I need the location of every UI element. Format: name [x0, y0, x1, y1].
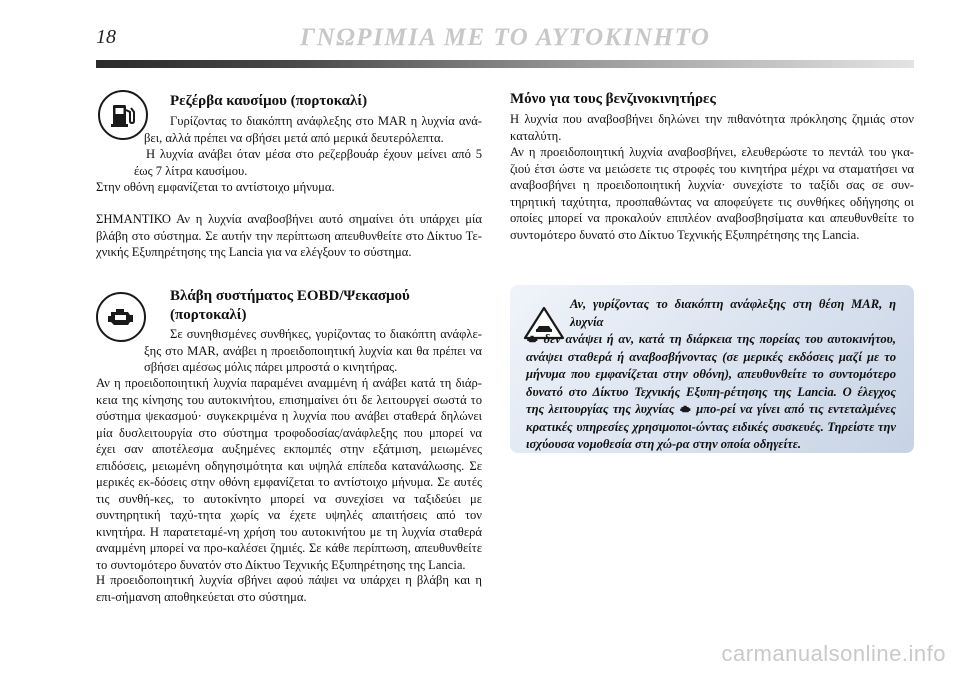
callout-text-part-2: δεν ανάψει ή αν, κατά τη διάρκεια της πορείας του αυτοκινήτου, ανάψει σταθερά ή αναβοσβήνοντας (σε μερικές εκδόσεις μαζί με το μήνυμα που εμφανίζεται στην οθόνη), απευθυνθείτε το συντομότερο δυνατό στο Δίκτυο Τεχνικής Εξυπη-ρέτησης της Lancia. Ο έλεγχος της λειτουργίας της λυχνίας [526, 332, 896, 416]
petrol-only-title: Μόνο για τους βενζινοκινητήρες [510, 91, 716, 107]
fuel-pump-icon [98, 90, 148, 140]
fuel-reserve-paragraph-1: Γυρίζοντας το διακόπτη ανάφλεξης στο MAR η λυχνία ανά-βει, αλλά πρέπει να σβήσει μετά από μερικά δευτερόλεπτα. [144, 114, 482, 145]
petrol-only-paragraph-2: Αν η προειδοποιητική λυχνία αναβοσβήνει, ελευθερώστε το πεντάλ του γκα-ζιού έτσι ώστε να μειώσετε τις στροφές του κινητήρα μέχρι να σταματήσει να αναβοσβήνει η προειδοποιητική λυχνία· συνεχίστε το ταξίδι σας σε συν-τηρητική ταχύτητα, προσπαθώντας να αποφεύγετε τις συνθήκες οδήγησης οι οποίες μπορεί να προκαλούν επιπλέον αναβοσβησίματα και απευθυνθείτε το συντομότερο δυνατό στο Δίκτυο Τεχνικής Εξυπηρέτησης της Lancia. [510, 145, 914, 242]
eobd-paragraph-3: Η προειδοποιητική λυχνία σβήνει αφού πάψει να υπάρχει η βλάβη και η επι-σήμανση αποθηκεύεται στο σύστημα. [96, 573, 482, 604]
engine-check-inline-icon [526, 334, 539, 344]
eobd-title [170, 287, 410, 325]
callout-text-part-1: Αν, γυρίζοντας το διακόπτη ανάφλεξης στη θέση MAR, η λυχνία [570, 297, 896, 329]
callout-text-part-3: μπο-ρεί να γίνει από τις εντεταλμένες κρατικές υπηρεσίες χρησιμοποι-ώντας ειδικές συσκευές. Τηρείστε την ισχύουσα νομοθεσία στη χώ-ρα στην οποία οδηγείτε. [526, 402, 896, 451]
eobd-paragraph-2: Αν η προειδοποιητική λυχνία παραμένει αναμμένη ή ανάβει κατά τη διάρ-κεια της κίνησης του αυτοκινήτου, επισημαίνει ότι δε λειτουργεί σωστά το σύστημα ψεκασμού· συγκεκριμένα η λυχνία που ανάβει σταθερά δηλώνει μία δυσλειτουργία στο σύστημα τροφοδοσίας/ανάφλεξης που μπορεί να έχει σαν αποτέλεσμα αυξημένες εκπομπές στην εξάτμιση, μειωμένες επιδόσεις, μειωμένη οδηγησιμότητα και υψηλά επίπεδα κατανάλωσης. Σε μερικές εκ-δόσεις στην οθόνη εμφανίζεται το αντίστοιχο μήνυμα. Σε αυτές τις συνθή-κες, το αυτοκίνητο μπορεί να συνεχίσει να ταξιδεύει με συντηρητική ταχύ-τητα χωρίς να έχετε υψηλές απαιτήσεις από τον κινητήρα. Η παρατεταμέ-νη χρήση του αυτοκινήτου με τη λυχνία σταθερά αναμμένη μπορεί να προ-καλέσει ζημιές. Σε κάθε περίπτωση, απευθυνθείτε το συντομότερο δυνατόν στο Δίκτυο Τεχνικής Εξυπηρέτησης της Lancia. [96, 376, 482, 572]
page-header-title: ΓΝΩΡΙΜΙΑ ΜΕ ΤΟ ΑΥΤΟΚΙΝΗΤΟ [300, 24, 711, 51]
fuel-reserve-title: Ρεζέρβα καυσίμου (πορτοκαλί) [170, 93, 368, 109]
engine-check-icon [96, 292, 146, 342]
warning-callout-text [526, 296, 896, 454]
eobd-paragraph-1: Σε συνηθισμένες συνθήκες, γυρίζοντας το διακόπτη ανάφλε-ξης στο MAR, ανάβει η προειδοποιητική λυχνία και θα πρέπει να σβήσει αμέσως μόλις πάρει μπροστά ο κινητήρας. [144, 327, 482, 374]
fuel-reserve-important-note: ΣΗΜΑΝΤΙΚΟ Αν η λυχνία αναβοσβήνει αυτό σημαίνει ότι υπάρχει μία βλάβη στο σύστημα. Σε αυτήν την περίπτωση απευθυνθείτε στο Δίκτυο Τε-χνικής Εξυπηρέτησης της Lancia για να ελέγξουν το σύστημα. [96, 212, 482, 259]
engine-check-inline-icon-2 [679, 404, 692, 414]
eobd-title-line-2: (πορτοκαλί) [170, 307, 247, 323]
fuel-reserve-paragraph-3: Στην οθόνη εμφανίζεται το αντίστοιχο μήνυμα. [96, 180, 335, 194]
fuel-reserve-paragraph-2: Η λυχνία ανάβει όταν μέσα στο ρεζερβουάρ έχουν μείνει από 5 έως 7 λίτρα καυσίμου. [134, 147, 482, 178]
page-number: 18 [96, 26, 116, 48]
header-rule [96, 60, 914, 68]
watermark: carmanualsonline.info [721, 641, 946, 666]
eobd-title-line-1: Βλάβη συστήματος EOBD/Ψεκασμού [170, 288, 410, 304]
petrol-only-paragraph-1: Η λυχνία που αναβοσβήνει δηλώνει την πιθανότητα πρόκλησης ζημιάς στον καταλύτη. [510, 112, 914, 143]
